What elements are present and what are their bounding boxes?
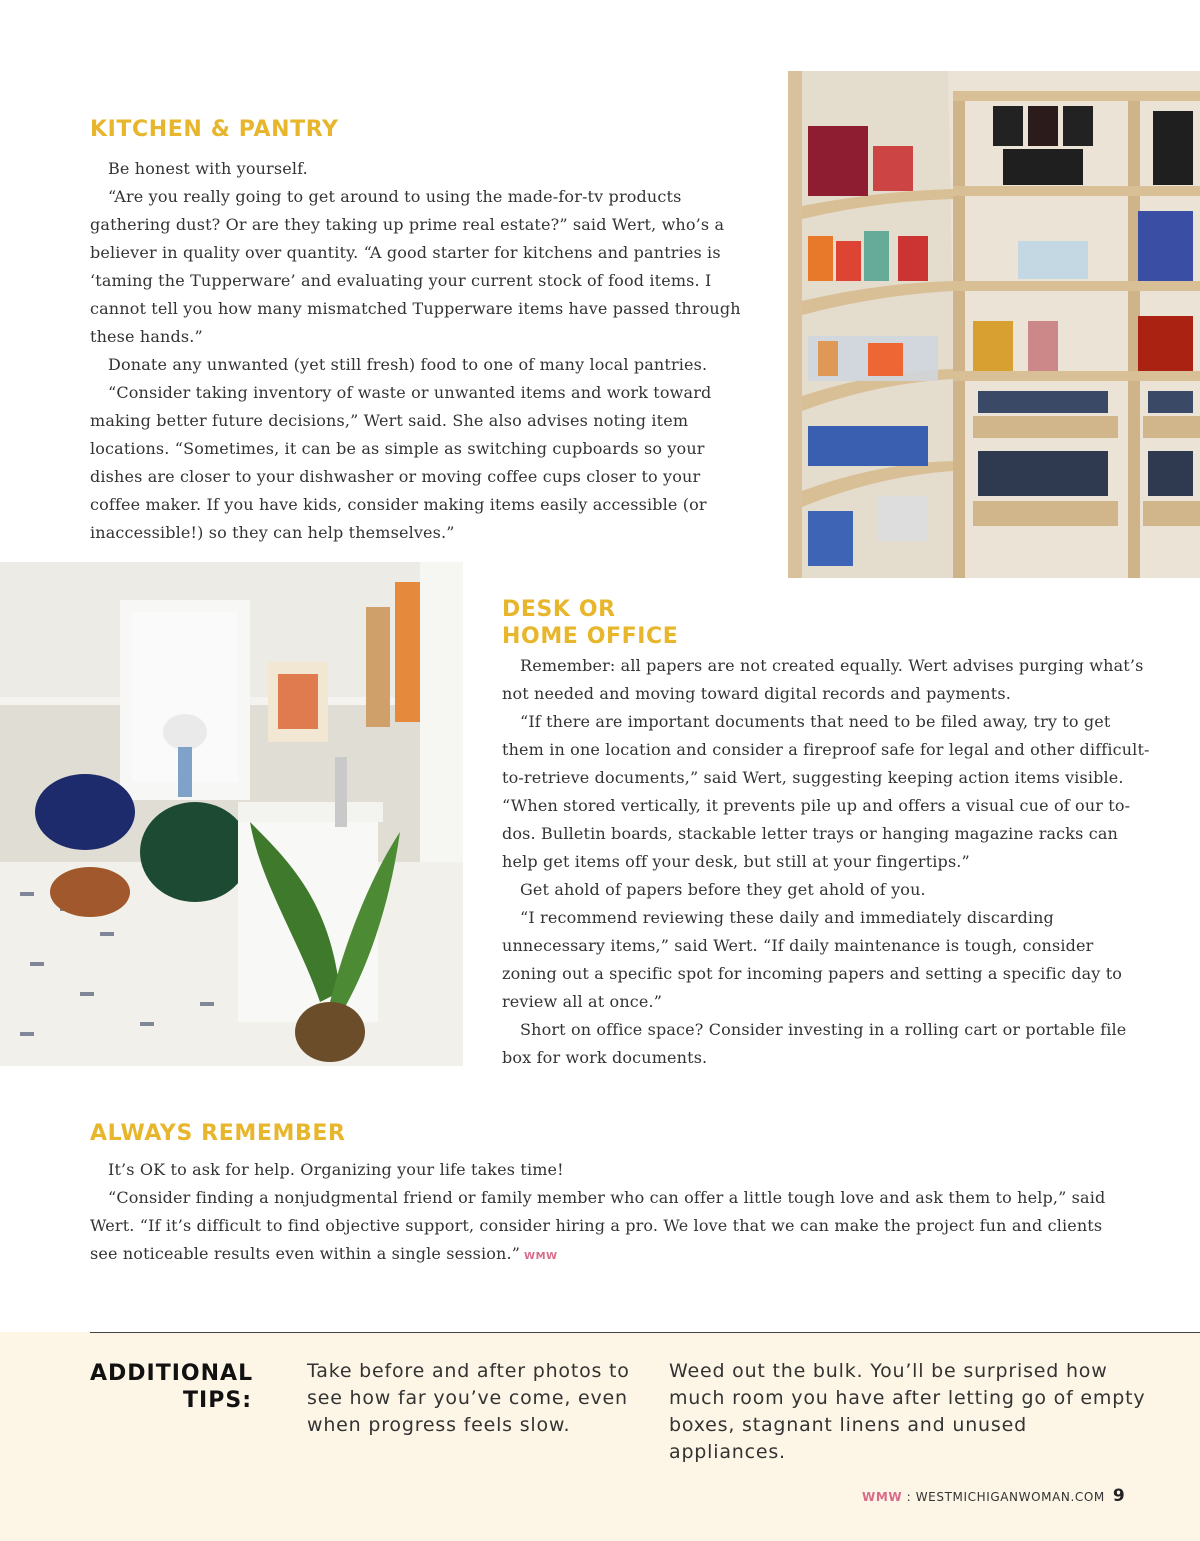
pantry-shelves-illustration — [788, 71, 1200, 578]
home-office-photo — [0, 562, 463, 1066]
tip-weed-out-bulk: Weed out the bulk. You’ll be surprised how much room you have after letting go of empty boxes, stagnant linens and unused appliances. — [669, 1360, 1146, 1463]
desk-paragraph: Get ahold of papers before they get ahold of you. — [520, 880, 926, 899]
kitchen-pantry-heading: KITCHEN & PANTRY — [90, 117, 339, 142]
tips-heading-line-1: ADDITIONAL — [90, 1361, 254, 1386]
desk-paragraph: Remember: all papers are not created equally. Wert advises purging what’s not needed and moving toward digital records and payments. — [502, 656, 1144, 703]
desk-heading-line-1: DESK OR — [502, 597, 616, 622]
always-remember-body — [90, 1156, 1130, 1271]
page-footer — [862, 1486, 1125, 1506]
tips-heading-line-2: TIPS: — [183, 1388, 252, 1413]
always-paragraph: It’s OK to ask for help. Organizing your life takes time! — [108, 1160, 564, 1179]
kitchen-paragraph: “Are you really going to get around to using the made-for-tv products gathering dust? Or are they taking up prime real estate?” said Wert, who’s a believer in quality over quantity. “A good starter for kitchens and pantries is ‘taming the Tupperware’ and evaluating your current stock of food items. I cannot tell you how many mismatched Tupperware items have passed through these hands.” — [90, 187, 741, 346]
kitchen-paragraph: Donate any unwanted (yet still fresh) food to one of many local pantries. — [108, 355, 708, 374]
kitchen-paragraph: “Consider taking inventory of waste or unwanted items and work toward making better future decisions,” Wert said. She also advises noting item locations. “Sometimes, it can be as simple as switching cupboards so your dishes are closer to your dishwasher or moving coffee cups closer to your coffee maker. If you have kids, consider making items easily accessible (or inaccessible!) so they can help themselves.” — [90, 383, 712, 542]
end-mark: WMW — [524, 1251, 558, 1262]
desk-home-office-heading — [502, 596, 678, 650]
footer-brand: WMW — [862, 1490, 903, 1504]
tips-divider — [90, 1332, 1200, 1333]
desk-heading-line-2: HOME OFFICE — [502, 624, 679, 649]
always-paragraph-last — [90, 1184, 1130, 1271]
pantry-photo — [788, 71, 1200, 578]
desk-paragraph: “If there are important documents that need to be filed away, try to get them in one location and consider a fireproof safe for legal and other difficult-to-retrieve documents,” said Wert, suggesting keeping action items visible. “When stored vertically, it prevents pile up and offers a visual cue of our to-dos. Bulletin boards, stackable letter trays or hanging magazine racks can help get items off your desk, but still at your fingertips.” — [502, 712, 1150, 871]
desk-home-office-body — [502, 652, 1152, 1072]
desk-paragraph: “I recommend reviewing these daily and immediately discarding unnecessary items,” said Wert. “If daily maintenance is tough, consider zoning out a specific spot for incoming papers and setting a specific day to review all at once.” — [502, 908, 1123, 1011]
tip-before-after-photos: Take before and after photos to see how far you’ve come, even when progress feels slow. — [307, 1360, 630, 1436]
home-office-illustration — [0, 562, 463, 1066]
footer-website: WESTMICHIGANWOMAN.COM — [915, 1490, 1105, 1504]
kitchen-pantry-body — [90, 155, 750, 547]
desk-paragraph: Short on office space? Consider investing in a rolling cart or portable file box for work documents. — [502, 1020, 1127, 1067]
always-remember-heading: ALWAYS REMEMBER — [90, 1121, 346, 1146]
kitchen-paragraph: Be honest with yourself. — [108, 159, 308, 178]
additional-tips-heading — [90, 1360, 252, 1414]
always-paragraph-text: “Consider finding a nonjudgmental friend or family member who can offer a little tough love and ask them to help,” said Wert. “If it’s difficult to find objective support, consider hiring a pro. We love that we can make the project fun and clients see noticeable results even within a single session.” — [90, 1188, 1106, 1263]
page-number: 9 — [1112, 1486, 1126, 1506]
footer-separator: : — [902, 1490, 916, 1504]
